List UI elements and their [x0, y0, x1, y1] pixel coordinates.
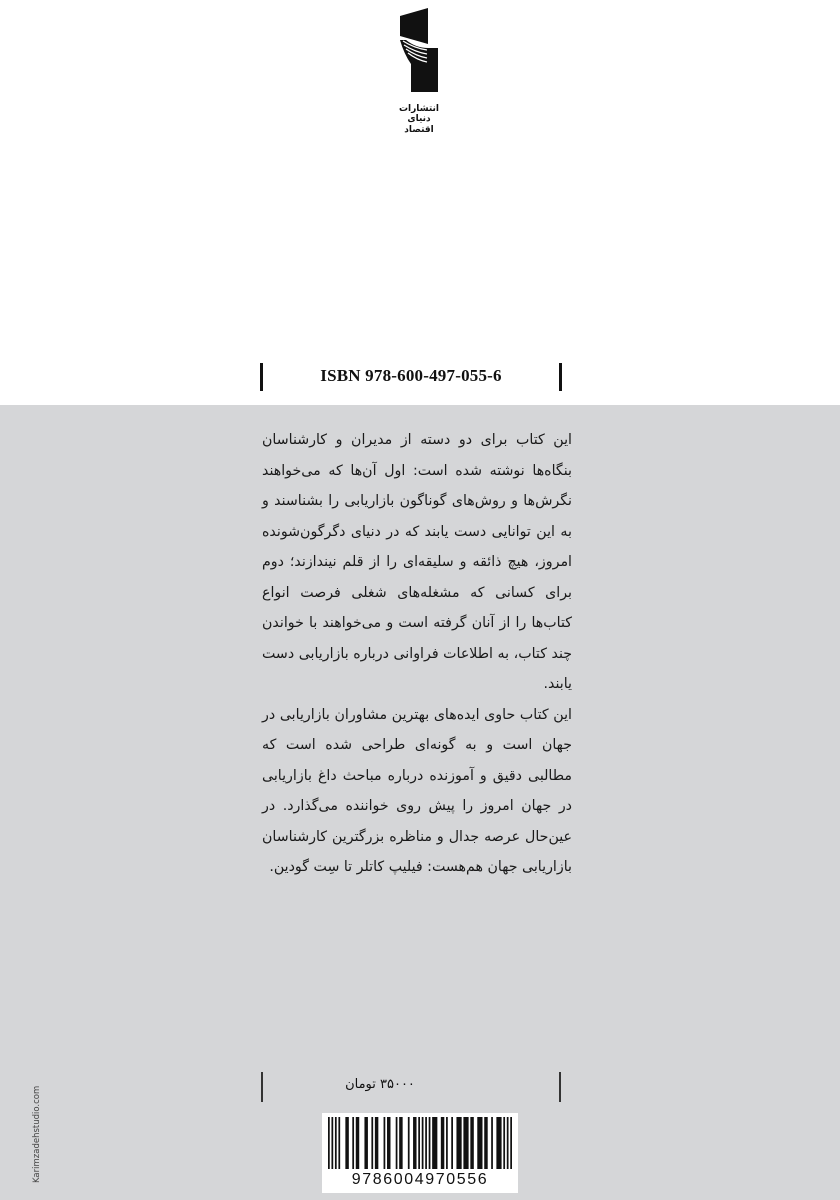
- barcode-bar: [375, 1117, 378, 1169]
- barcode-number: 9786004970556: [351, 1171, 489, 1188]
- barcode-bar: [418, 1117, 420, 1169]
- barcode-bar: [463, 1117, 468, 1169]
- barcode-bar: [399, 1117, 402, 1169]
- barcode-bar: [484, 1117, 487, 1169]
- barcode-bar: [429, 1117, 431, 1169]
- barcode-bar: [425, 1117, 427, 1169]
- isbn-text: ISBN 978-600-497-055-6: [320, 366, 502, 385]
- price-label: ۳۵۰۰۰ تومان: [345, 1077, 415, 1092]
- barcode-bar: [413, 1117, 416, 1169]
- barcode-bar: [491, 1117, 493, 1169]
- barcode-bar: [371, 1117, 373, 1169]
- barcode-bar: [456, 1117, 461, 1169]
- price-divider-right: [559, 1072, 561, 1102]
- barcode-bar: [422, 1117, 424, 1169]
- book-description: [262, 425, 572, 883]
- publisher-name-line1: انتشارات: [399, 104, 439, 114]
- publisher-logo: [394, 8, 444, 135]
- description-paragraph-2: این کتاب حاوی ایده‌های بهترین مشاوران بازاریابی در جهان است و به گونه‌ای طراحی شده است که مطالبی دقیق و آموزنده درباره مباحث داغ بازاریابی در جهان امروز را پیش روی خواننده می‌گذارد. در عین‌حال عرصه جدال و مناظره بزرگترین کارشناسان بازاریابی جهان هم‌هست: فیلیپ کاتلر تا سِت گودین.: [262, 706, 572, 875]
- publisher-name-line2: دنیای اقتصاد: [404, 114, 434, 135]
- barcode-bar: [387, 1117, 390, 1169]
- barcode-bar: [331, 1117, 333, 1169]
- open-book-logo-icon: [394, 8, 444, 104]
- barcode-bar: [396, 1117, 398, 1169]
- barcode-bar: [335, 1117, 337, 1169]
- barcode-bar: [352, 1117, 354, 1169]
- barcode-bar: [338, 1117, 340, 1169]
- barcode-bar: [364, 1117, 367, 1169]
- barcode-bar: [503, 1117, 505, 1169]
- isbn-divider-right: [559, 363, 562, 391]
- barcode-bar: [328, 1117, 330, 1169]
- barcode-bar: [496, 1117, 501, 1169]
- barcode-bar: [470, 1117, 473, 1169]
- barcode-bar: [451, 1117, 453, 1169]
- barcode-bar: [510, 1117, 512, 1169]
- price-divider-left: [261, 1072, 263, 1102]
- barcode-bar: [356, 1117, 359, 1169]
- barcode-bar: [384, 1117, 386, 1169]
- barcode-bar: [477, 1117, 482, 1169]
- barcode-bar: [441, 1117, 444, 1169]
- barcode: [322, 1113, 518, 1193]
- barcode-bar: [432, 1117, 437, 1169]
- studio-credit: Karimzadehstudio.com: [32, 1085, 42, 1183]
- description-paragraph-1: این کتاب برای دو دسته از مدیران و کارشناسان بنگاه‌ها نوشته شده است: اول آن‌ها که می‌خواهند نگرش‌ها و روش‌های گوناگون بازاریابی را بشناسند و به این توانایی دست یابند که در دنیای دگرگون‌شونده امروز، هیچ ذائقه و سلیقه‌ای را از قلم نیندازند؛ دوم برای کسانی که مشغله‌های شغلی فرصت انواع کتاب‌ها را از آنان گرفته است و می‌خواهند با خواندن چند کتاب، به اطلاعات فراوانی درباره بازاریابی دست یابند.: [262, 432, 572, 692]
- barcode-bar: [408, 1117, 410, 1169]
- barcode-bars: [322, 1113, 518, 1171]
- barcode-bar: [446, 1117, 448, 1169]
- barcode-bar: [345, 1117, 348, 1169]
- barcode-bar: [507, 1117, 509, 1169]
